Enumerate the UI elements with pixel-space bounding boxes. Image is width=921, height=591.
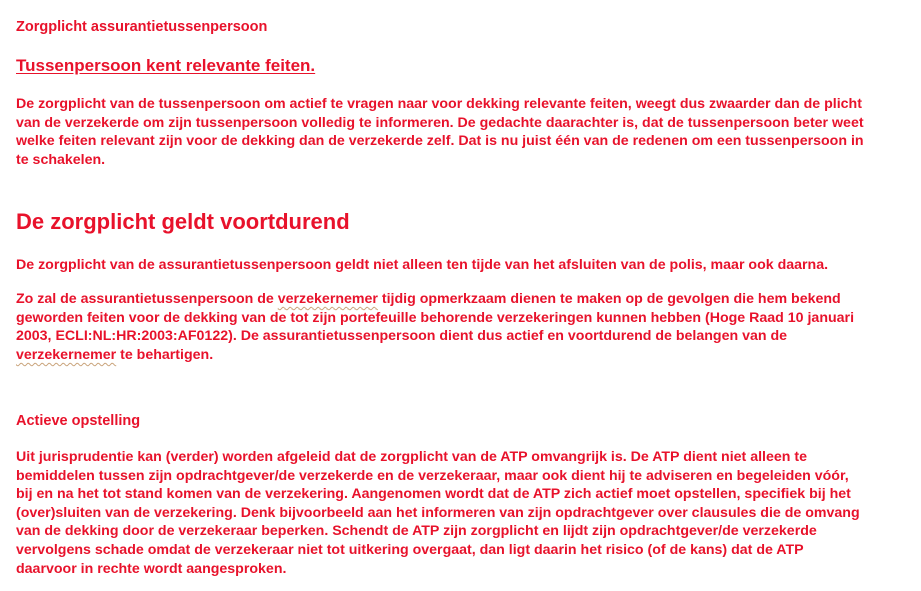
text-line: te schakelen. — [16, 151, 106, 168]
text-line: De zorgplicht van de tussenpersoon om actief te vragen naar voor dekking relevante feiten, weegt dus zwaarder dan de plicht — [16, 96, 862, 112]
text-line: (over)sluiten van de verzekering. Denk bijvoorbeeld aan het informeren van zijn opdrachtgever over clausules die de omvang — [16, 504, 860, 521]
text-line: bij en na het tot stand komen van de verzekering. Aangenomen wordt dat de ATP zich actief moet opstellen, specifiek bij het — [16, 486, 851, 503]
text-segment: tijdig opmerkzaam dienen te maken op de gevolgen die hem bekend — [377, 291, 841, 307]
text-segment: te behartigen. — [116, 346, 214, 363]
text-line: welke feiten relevant zijn voor de dekking dan de verzekerde zelf. Dat is nu juist één van de redenen om een tussenpersoon in — [16, 133, 864, 150]
spellcheck-marked-word[interactable]: verzekernemer — [277, 291, 378, 307]
text-segment: Zo zal de assurantietussenpersoon de — [16, 291, 278, 307]
text-line: De zorgplicht van de assurantietussenpersoon geldt niet alleen ten tijde van het afsluiten van de polis, maar ook daarna. — [16, 257, 829, 273]
text-line — [16, 290, 916, 309]
spellcheck-marked-word[interactable]: verzekernemer — [16, 346, 117, 363]
text-line: vervolgens schade omdat de verzekeraar niet tot uitkering overgaat, dan ligt daarin het risico (of de kans) dat de ATP — [16, 541, 804, 558]
text-line: van de verzekerde om zijn tussenpersoon volledig te informeren. De gedachte daarachter is, dat de tussenpersoon beter weet — [16, 114, 864, 131]
paragraph-relevante-feiten — [16, 95, 916, 169]
paragraph-geldt-niet-alleen — [16, 256, 916, 275]
paragraph-hoge-raad — [16, 290, 916, 364]
heading-tussenpersoon-link[interactable]: Tussenpersoon kent relevante feiten. — [16, 56, 316, 75]
text-line: van de dekking door de verzekeraar beperken. Schendt de ATP zijn zorgplicht en lijdt zijn opdrachtgever/de verzekerde — [16, 523, 817, 540]
heading-voortdurend: De zorgplicht geldt voortdurend — [16, 209, 350, 234]
text-line — [16, 346, 916, 365]
text-line: geworden feiten voor de dekking van de tot zijn portefeuille behorende verzekeringen kunnen hebben (Hoge Raad 10 januari — [16, 309, 855, 326]
paragraph-jurisprudentie — [16, 448, 916, 578]
text-line: daarvoor in rechte wordt aangesproken. — [16, 560, 287, 577]
text-line: 2003, ECLI:NL:HR:2003:AF0122). De assurantietussenpersoon dient dus actief en voortdurend de belangen van de — [16, 328, 788, 345]
heading-zorgplicht: Zorgplicht assurantietussenpersoon — [16, 19, 268, 35]
text-line: bemiddelen tussen zijn opdrachtgever/de verzekerde en de verzekeraar, maar ook dient hij te adviseren en begeleiden vóór, — [16, 467, 849, 484]
text-line: Uit jurisprudentie kan (verder) worden afgeleid dat de zorgplicht van de ATP omvangrijk is. De ATP dient niet alleen te — [16, 449, 807, 465]
heading-actieve-opstelling: Actieve opstelling — [16, 413, 141, 429]
